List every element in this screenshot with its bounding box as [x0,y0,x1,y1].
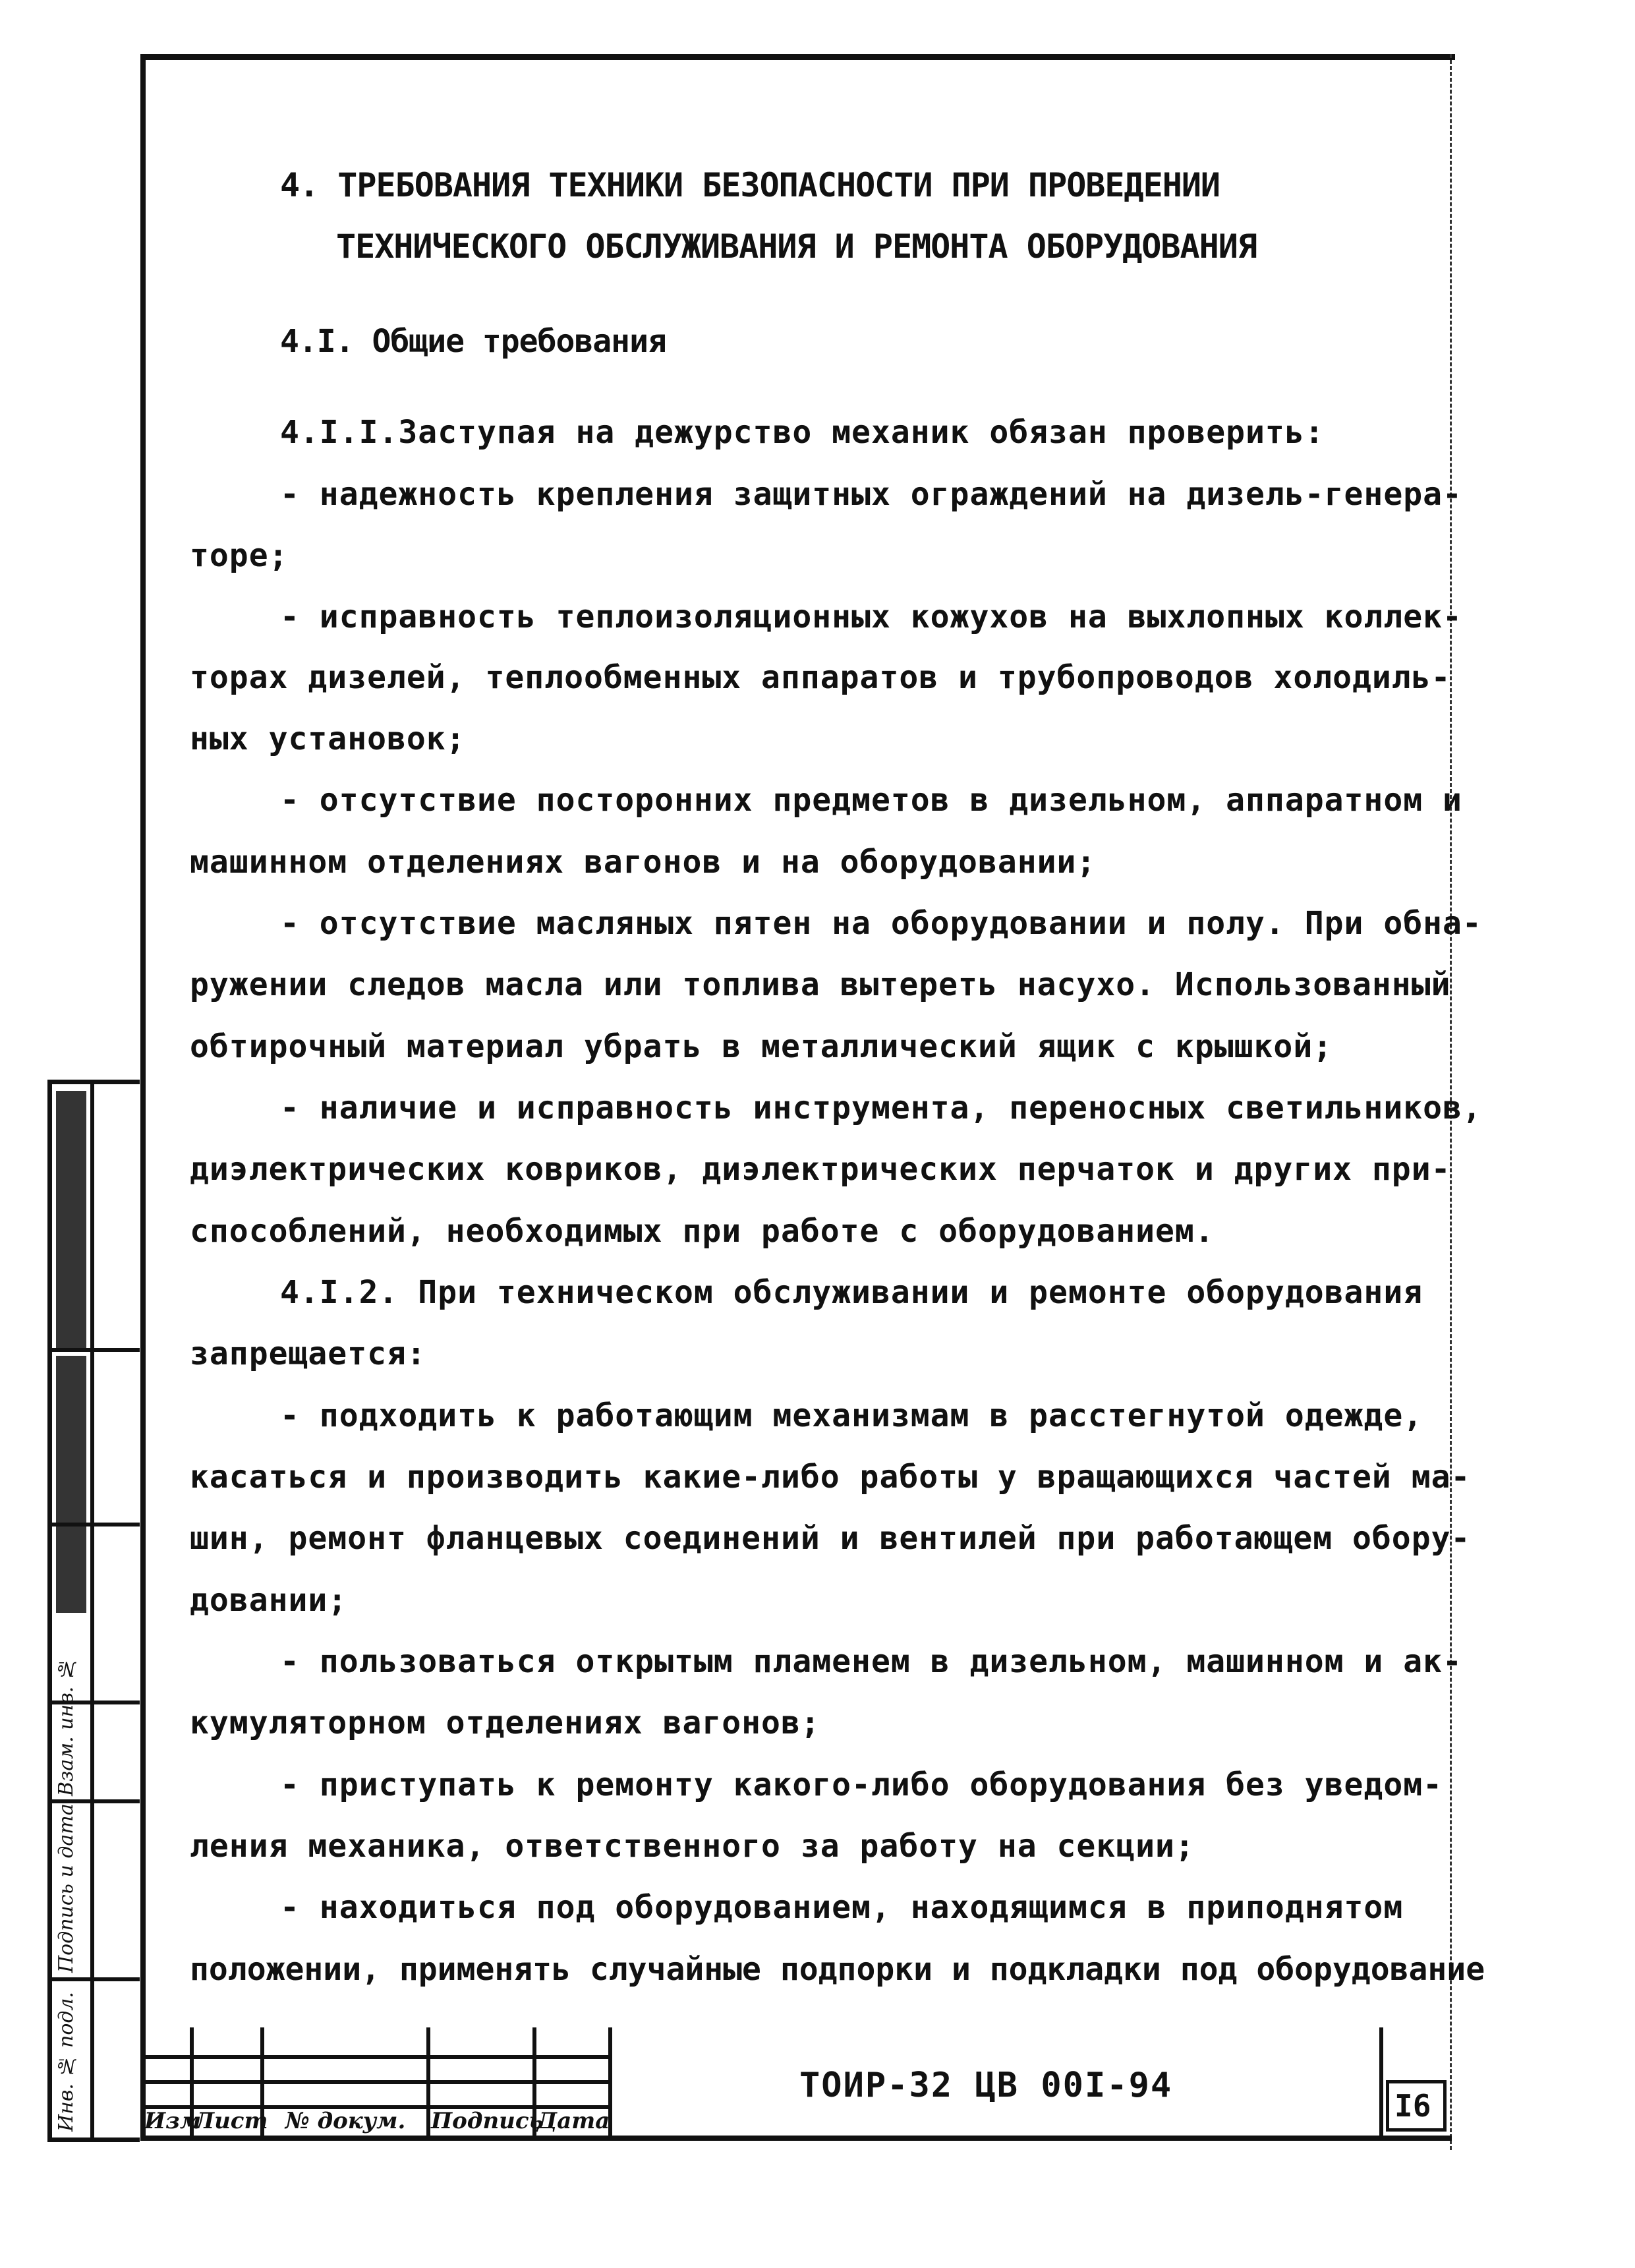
label-date: Дата [537,2108,610,2134]
body-line: торах дизелей, теплообменных аппаратов и трубопроводов холодиль- [190,659,1451,696]
body-line: - находиться под оборудованием, находящимся в приподнятом [280,1889,1404,1926]
title-block-col-line [1379,2027,1383,2139]
title-block-bottom-line [140,2137,1452,2141]
body-line: ления механика, ответственного за работу на секции; [190,1828,1195,1865]
label-sheet: Лист [194,2108,268,2134]
body-line: шин, ремонт фланцевых соединений и вентилей при работающем обору- [190,1520,1471,1557]
body-line: торе; [190,537,289,574]
title-block-row-line [140,2080,612,2084]
stamp-filled-cell [56,1091,86,1352]
stamp-label-replacement: Взам. инв. № [55,1657,78,1796]
body-line: - наличие и исправность инструмента, переносных светильников, [280,1090,1482,1126]
body-line: обтирочный материал убрать в металлический ящик с крышкой; [190,1028,1333,1065]
body-line: - приступать к ремонту какого-либо оборудования без уведом- [280,1766,1443,1803]
body-line: машинном отделениях вагонов и на оборудовании; [190,844,1097,881]
body-line: ружении следов масла или топлива вытереть насухо. Использованный [190,966,1451,1003]
body-line: положении, применять случайные подпорки и подкладки под оборудование [190,1951,1485,1988]
body-line: - пользоваться открытым пламенем в дизельном, машинном и ак- [280,1643,1462,1680]
stamp-row-separator [52,1523,140,1527]
stamp-label-inventory: Инв. № подл. [55,1991,78,2132]
title-block-col-line [426,2027,430,2139]
body-line: - подходить к работающим механизмам в расстегнутой одежде, [280,1397,1423,1434]
stamp-row-separator [52,1348,140,1352]
stamp-filled-cell [56,1356,86,1613]
frame-left-border [140,54,146,2141]
title-block [140,2027,1452,2141]
label-signature: Подпись [431,2108,544,2134]
body-line: способлений, необходимых при работе с оборудованием. [190,1213,1215,1250]
body-line: 4.I.I.Заступая на дежурство механик обязан проверить: [280,414,1325,451]
body-line: 4.I.2. При техническом обслуживании и ремонте оборудования [280,1274,1423,1311]
section-title: 4.I. Общие требования [280,323,666,360]
document-number: ТОИР-32 ЦВ 00I-94 [799,2066,1173,2105]
title-block-row-line [140,2055,612,2059]
body-line: - надежность крепления защитных ограждений на дизель-генера- [280,476,1462,513]
label-doc-number: № докум. [285,2108,406,2134]
body-line: довании; [190,1582,348,1619]
heading-line-1: 4. ТРЕБОВАНИЯ ТЕХНИКИ БЕЗОПАСНОСТИ ПРИ ПРОВЕДЕНИИ [280,166,1220,204]
body-line: ных установок; [190,720,466,757]
side-stamp [47,1080,140,2142]
heading-line-2: ТЕХНИЧЕСКОГО ОБСЛУЖИВАНИЯ И РЕМОНТА ОБОРУДОВАНИЯ [336,227,1257,266]
body-line: кумуляторном отделениях вагонов; [190,1704,820,1741]
stamp-label-signature-date: Подпись и дата [55,1803,78,1973]
body-line: запрещается: [190,1335,426,1372]
body-line: - исправность теплоизоляционных кожухов на выхлопных коллек- [280,598,1462,635]
frame-top-border [145,54,1455,60]
page-number: I6 [1394,2088,1431,2124]
body-line: - отсутствие посторонних предметов в дизельном, аппаратном и [280,782,1462,819]
body-line: диэлектрических ковриков, диэлектрических перчаток и других при- [190,1151,1451,1188]
body-line: - отсутствие масляных пятен на оборудовании и полу. При обна- [280,905,1482,942]
body-line: касаться и производить какие-либо работы у вращающихся частей ма- [190,1459,1471,1496]
label-change: Изм [144,2108,202,2134]
